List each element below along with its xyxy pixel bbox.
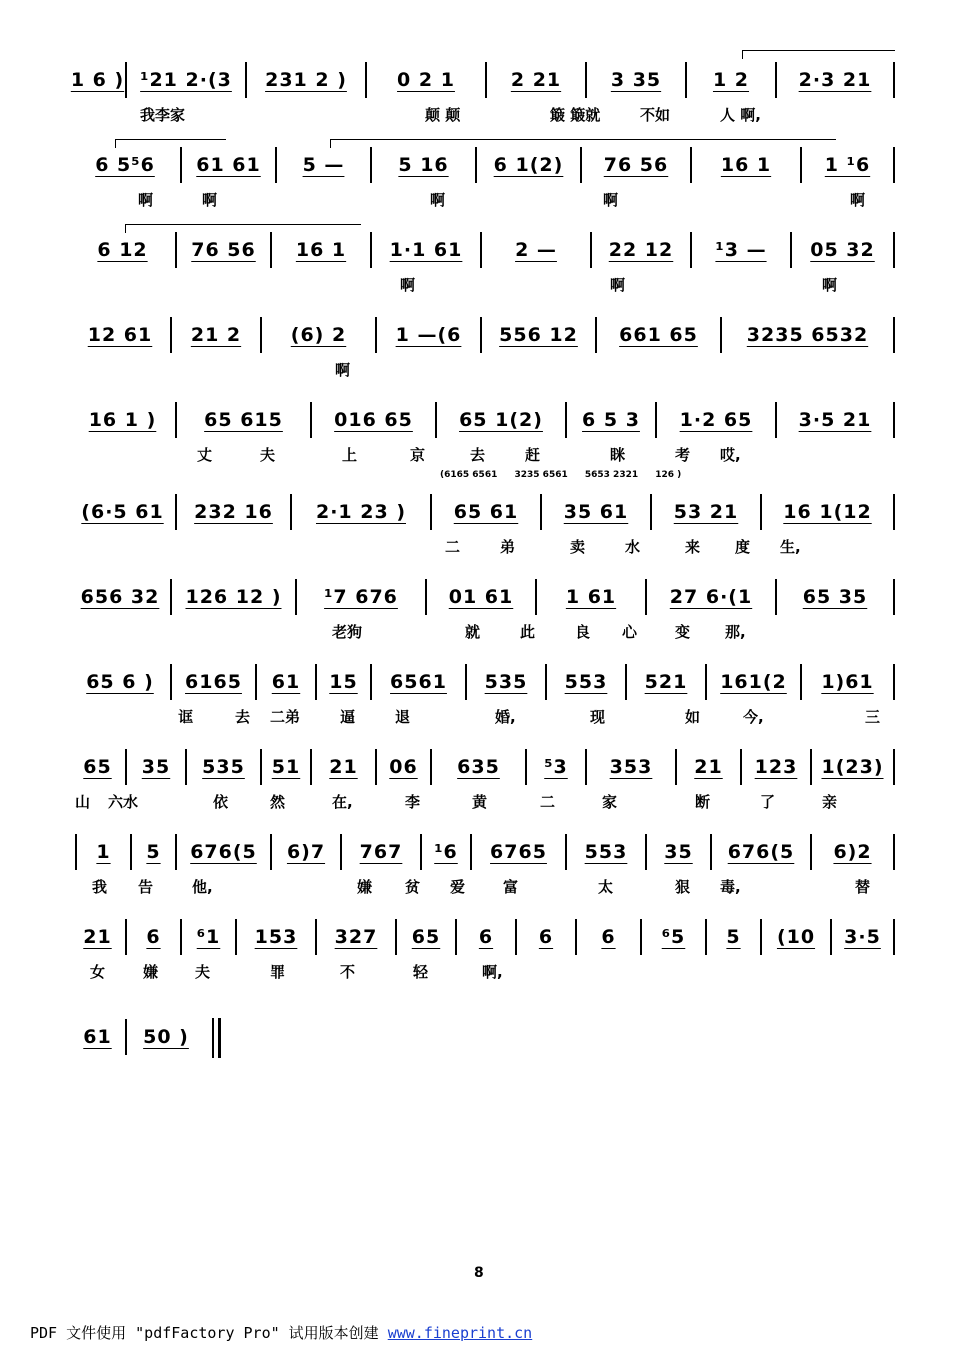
lyric: 李	[405, 793, 421, 811]
measure: 535	[465, 664, 545, 700]
measure: 231 2 )	[245, 62, 365, 98]
lyric: 替	[855, 878, 871, 896]
measure: ⁶1	[180, 919, 235, 955]
measure: 676(5	[175, 834, 270, 870]
measure: 0 2 1	[365, 62, 485, 98]
measure: 22 12	[590, 232, 690, 268]
measure: ¹21 2·(3	[125, 62, 245, 98]
measure: ¹7 676	[295, 579, 425, 615]
lyric: 夫	[195, 963, 211, 981]
lyric: 就	[465, 623, 481, 641]
measure: 6	[455, 919, 515, 955]
measure: 521	[625, 664, 705, 700]
measure: 5	[130, 834, 175, 870]
measure: 553	[565, 834, 645, 870]
measure: 35 61	[540, 494, 650, 530]
measure: 661 65	[595, 317, 720, 353]
measure: 767	[340, 834, 420, 870]
measure: 05 32	[790, 232, 895, 268]
lyric: 良	[575, 623, 591, 641]
measure: 06	[375, 749, 430, 785]
measure: (6) 2	[260, 317, 375, 353]
lyric: 婚,	[495, 708, 516, 726]
lyric: 赶	[525, 446, 541, 464]
notes-row	[70, 1019, 895, 1055]
lyric: 变	[675, 623, 691, 641]
lyrics-row	[70, 706, 895, 730]
measure: 161(2	[705, 664, 800, 700]
lyric: 颠 颠	[425, 106, 461, 124]
measure: 16 1	[270, 232, 370, 268]
measure: 15	[315, 664, 370, 700]
measure: 21	[310, 749, 375, 785]
lyric: 考	[675, 446, 691, 464]
measure: 6 12	[97, 239, 148, 261]
ornament-group: 126 )	[655, 470, 682, 480]
measure: 556 12	[480, 317, 595, 353]
lyric: 现	[590, 708, 606, 726]
lyric: 啊	[603, 191, 619, 209]
lyric: 六水	[108, 793, 139, 811]
lyric: 在,	[332, 793, 353, 811]
lyrics-row	[70, 189, 895, 213]
measure: 327	[315, 919, 395, 955]
measure: 3·5	[830, 919, 895, 955]
lyric: 水	[625, 538, 641, 556]
lyric: 断	[695, 793, 711, 811]
lyric: 今,	[743, 708, 764, 726]
measure: 1 61	[535, 579, 645, 615]
lyric: 山	[75, 793, 91, 811]
lyric: 啊	[850, 191, 866, 209]
lyric: 不	[340, 963, 356, 981]
score-system-3	[70, 232, 895, 302]
measure: 353	[585, 749, 675, 785]
measure: 01 61	[425, 579, 535, 615]
score-system-8	[70, 664, 895, 734]
notes-row	[70, 232, 895, 268]
measure: 6)7	[270, 834, 340, 870]
lyric: 太	[598, 878, 614, 896]
measure: 2·1 23 )	[290, 494, 430, 530]
measure: 65 35	[775, 579, 895, 615]
measure: 65 61	[430, 494, 540, 530]
notes-row	[70, 402, 895, 438]
footer-text: PDF 文件使用 "pdfFactory Pro" 试用版本创建	[30, 1324, 379, 1342]
lyric: 卖	[570, 538, 586, 556]
measure: 1 2	[685, 62, 775, 98]
measure: 6165	[170, 664, 255, 700]
lyrics-row	[70, 536, 895, 560]
measure: 1·2 65	[655, 402, 775, 438]
measure: ¹3 —	[690, 232, 790, 268]
lyric: 黄	[472, 793, 488, 811]
measure: 1(23)	[810, 749, 895, 785]
measure: 51	[260, 749, 310, 785]
measure: 65 6 )	[86, 671, 154, 693]
measure: 65 1(2)	[435, 402, 565, 438]
lyric: 二	[445, 538, 461, 556]
repeat-bracket	[742, 50, 895, 59]
page-number: 8	[474, 1265, 484, 1281]
measure: 5 —	[275, 147, 370, 183]
lyric: 簸 簸就	[550, 106, 601, 124]
lyric: 啊	[138, 191, 154, 209]
measure: 16 1 )	[88, 409, 157, 431]
lyric: 啊	[430, 191, 446, 209]
measure: 5 16	[370, 147, 475, 183]
lyric: 不如	[640, 106, 671, 124]
repeat-bracket	[330, 139, 836, 148]
lyric: 依	[213, 793, 229, 811]
measure: 635	[430, 749, 525, 785]
score-system-12	[70, 1019, 895, 1089]
lyric: 退	[395, 708, 411, 726]
lyric: 人 啊,	[720, 106, 761, 124]
lyric: 丈	[197, 446, 213, 464]
score-system-2	[70, 147, 895, 217]
measure: 1 —(6	[375, 317, 480, 353]
notes-row	[70, 664, 895, 700]
footer-link[interactable]: www.fineprint.cn	[387, 1324, 533, 1342]
ornament-group: (6165 6561	[440, 470, 498, 480]
lyrics-row	[70, 876, 895, 900]
repeat-bracket	[115, 139, 226, 148]
measure: 1)61	[800, 664, 895, 700]
measure: 6561	[370, 664, 465, 700]
measure: 1·1 61	[370, 232, 480, 268]
measure: ⁶5	[640, 919, 705, 955]
notes-row	[70, 147, 895, 183]
lyric: 二	[540, 793, 556, 811]
lyric: 罪	[270, 963, 286, 981]
lyric: 亲	[822, 793, 838, 811]
lyric: 那,	[725, 623, 746, 641]
measure: 76 56	[175, 232, 270, 268]
lyrics-row	[70, 359, 895, 383]
notes-row	[70, 834, 895, 870]
lyric: 啊	[202, 191, 218, 209]
lyric: 弟	[500, 538, 516, 556]
measure: 1 6 )	[70, 69, 125, 91]
measure: 21	[675, 749, 740, 785]
lyric: 毒,	[720, 878, 741, 896]
measure: 65 615	[175, 402, 310, 438]
lyric: 生,	[780, 538, 801, 556]
measure: 21	[83, 926, 112, 948]
measure: 76 56	[580, 147, 690, 183]
lyric: 诓	[178, 708, 194, 726]
lyric: 嫌	[143, 963, 159, 981]
ornament-line	[440, 470, 840, 490]
lyric: 三	[865, 708, 881, 726]
notes-row	[70, 62, 895, 98]
score-system-10	[70, 834, 895, 904]
lyrics-row	[70, 791, 895, 815]
final-barline	[212, 1018, 221, 1058]
measure: 3 35	[585, 62, 685, 98]
measure: 16 1(12	[760, 494, 895, 530]
lyric: 老狗	[332, 623, 363, 641]
measure: 12 61	[87, 324, 153, 346]
measure: 21 2	[170, 317, 260, 353]
measure: 656 32	[80, 586, 160, 608]
measure: 016 65	[310, 402, 435, 438]
lyric: 京	[410, 446, 426, 464]
lyric: 去	[470, 446, 486, 464]
lyric: 女	[90, 963, 106, 981]
measure: 6 5 3	[565, 402, 655, 438]
lyric: 我	[92, 878, 108, 896]
pdf-footer	[30, 1322, 532, 1343]
score-system-5	[70, 402, 895, 472]
lyric: 啊,	[482, 963, 503, 981]
lyric: 去	[235, 708, 251, 726]
measure: 5	[705, 919, 760, 955]
lyric: 二弟	[270, 708, 301, 726]
measure: 3235 6532	[720, 317, 895, 353]
lyric: 他,	[192, 878, 213, 896]
notes-row	[70, 919, 895, 955]
notes-row	[70, 317, 895, 353]
measure: 6)2	[810, 834, 895, 870]
measure: (10	[760, 919, 830, 955]
lyric: 嫌	[357, 878, 373, 896]
lyric: 啊	[610, 276, 626, 294]
lyric: 轻	[413, 963, 429, 981]
measure: 535	[185, 749, 260, 785]
lyrics-row	[70, 104, 895, 128]
score-system-9	[70, 749, 895, 819]
lyric: 了	[760, 793, 776, 811]
measure: 50 )	[125, 1019, 205, 1055]
lyric: 爱	[450, 878, 466, 896]
lyric: 哎,	[720, 446, 741, 464]
measure: 123	[740, 749, 810, 785]
measure: 2 —	[480, 232, 590, 268]
repeat-bracket	[125, 224, 361, 233]
notes-row	[70, 749, 895, 785]
score-system-7	[70, 579, 895, 649]
measure: 16 1	[690, 147, 800, 183]
lyric: 啊	[335, 361, 351, 379]
lyric: 啊	[400, 276, 416, 294]
measure: 6 5⁵6	[95, 154, 155, 176]
lyric: 来	[685, 538, 701, 556]
score-system-6	[70, 494, 895, 564]
measure: 27 6·(1	[645, 579, 775, 615]
measure: 6 1(2)	[475, 147, 580, 183]
measure: ¹6	[420, 834, 470, 870]
measure: 61	[255, 664, 315, 700]
measure: 2 21	[485, 62, 585, 98]
lyric: 我李家	[140, 106, 186, 124]
lyric: 啊	[822, 276, 838, 294]
lyrics-row	[70, 621, 895, 645]
ornament-group: 5653 2321	[584, 470, 639, 480]
measure: 6	[515, 919, 575, 955]
measure: 126 12 )	[170, 579, 295, 615]
notes-row	[70, 579, 895, 615]
lyric: 此	[520, 623, 536, 641]
measure: 35	[125, 749, 185, 785]
measure: 2·3 21	[775, 62, 895, 98]
score-system-4	[70, 317, 895, 387]
measure: 61 61	[180, 147, 275, 183]
lyrics-row	[70, 274, 895, 298]
measure: 553	[545, 664, 625, 700]
lyrics-row	[70, 961, 895, 985]
measure: 676(5	[710, 834, 810, 870]
measure: 1	[75, 834, 130, 870]
measure: 153	[235, 919, 315, 955]
lyrics-row	[70, 444, 895, 468]
measure: 61	[83, 1026, 112, 1048]
lyric: 贫	[405, 878, 421, 896]
lyric: 眯	[610, 446, 626, 464]
lyric: 度	[735, 538, 751, 556]
measure: 35	[645, 834, 710, 870]
score-system-1	[70, 62, 895, 132]
measure: 1 ¹6	[800, 147, 895, 183]
measure: 6765	[470, 834, 565, 870]
measure: 65	[83, 756, 112, 778]
lyric: 逼	[340, 708, 356, 726]
lyric: 富	[503, 878, 519, 896]
measure: 3·5 21	[775, 402, 895, 438]
measure: ⁵3	[525, 749, 585, 785]
lyric: 告	[138, 878, 154, 896]
notes-row	[70, 494, 895, 530]
measure: (6·5 61	[81, 501, 164, 523]
lyric: 上	[342, 446, 358, 464]
ornament-group: 3235 6561	[514, 470, 568, 480]
lyric: 如	[685, 708, 701, 726]
measure: 65	[395, 919, 455, 955]
lyric: 夫	[260, 446, 276, 464]
lyric: 然	[270, 793, 286, 811]
measure: 53 21	[650, 494, 760, 530]
measure: 6	[575, 919, 640, 955]
score-system-11	[70, 919, 895, 989]
measure: 6	[125, 919, 180, 955]
lyric: 狠	[675, 878, 691, 896]
lyric: 家	[602, 793, 618, 811]
measure: 232 16	[175, 494, 290, 530]
lyric: 心	[622, 623, 638, 641]
